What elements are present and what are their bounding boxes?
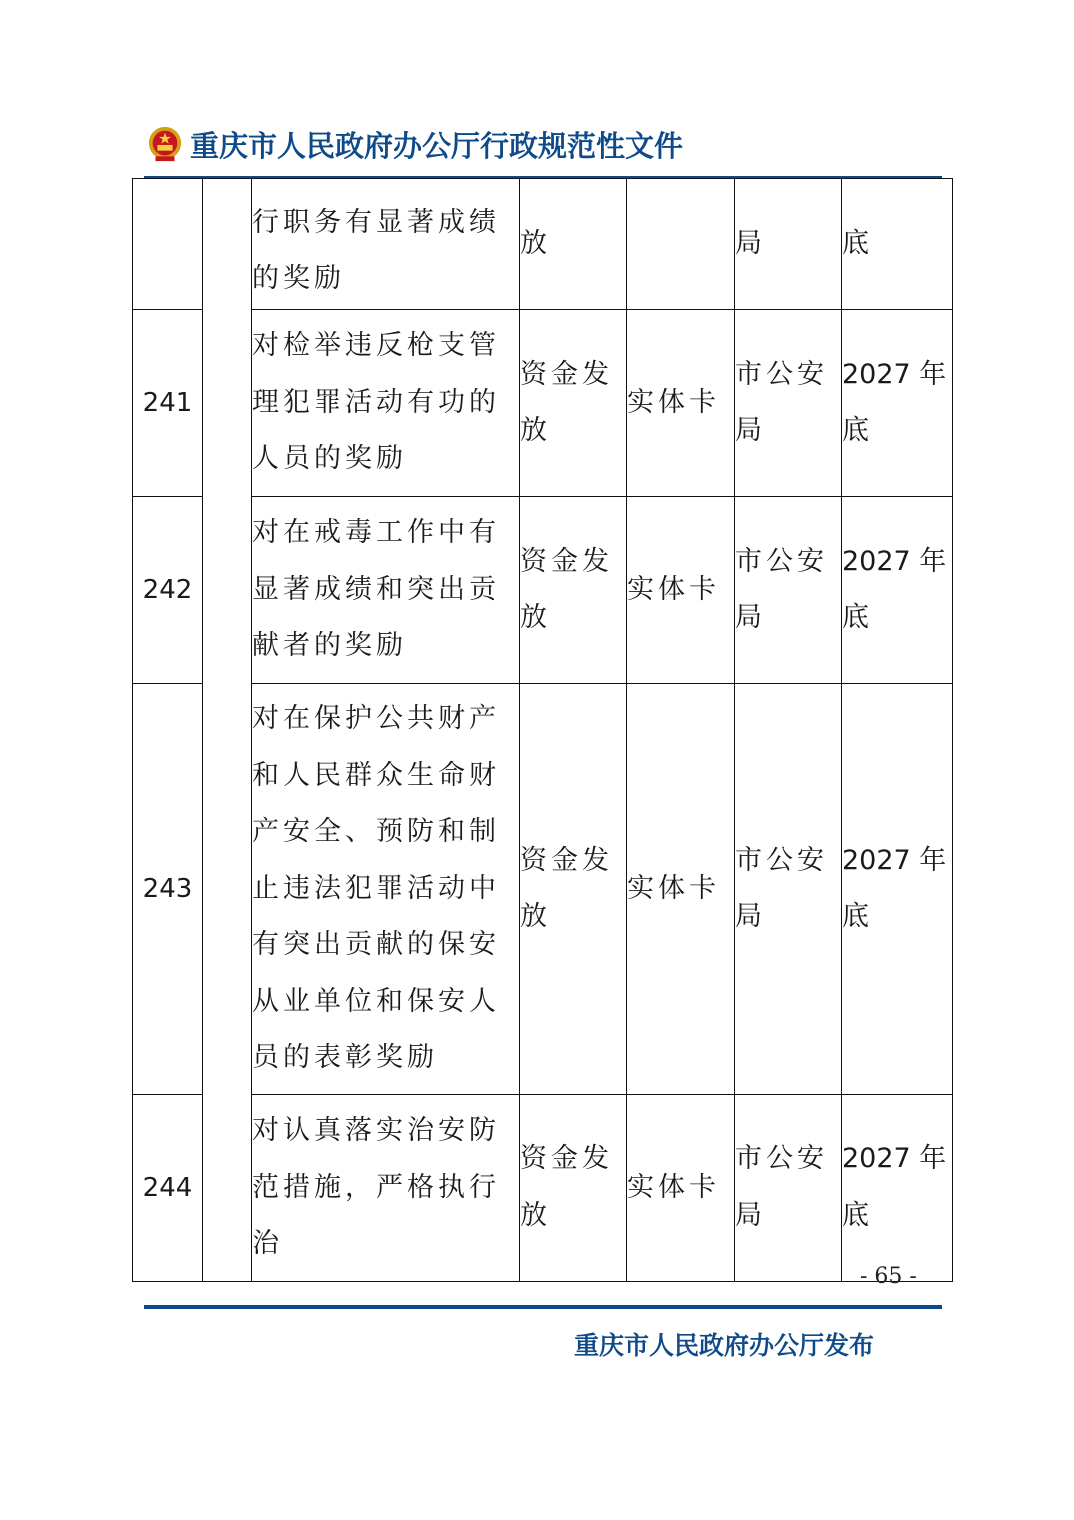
department: 市公安局 bbox=[735, 684, 842, 1095]
table-row bbox=[133, 684, 953, 1095]
deadline: 2027 年底 bbox=[842, 1095, 953, 1282]
item-name: 行职务有显著成绩的奖励 bbox=[252, 179, 520, 310]
deadline: 2027 年底 bbox=[842, 497, 953, 684]
row-number: 241 bbox=[133, 310, 203, 497]
carrier bbox=[627, 179, 735, 310]
deadline: 2027 年底 bbox=[842, 684, 953, 1095]
table-row bbox=[133, 1095, 953, 1282]
row-number bbox=[133, 179, 203, 310]
national-emblem-icon bbox=[146, 125, 184, 163]
table-row bbox=[133, 179, 953, 310]
document-header bbox=[146, 122, 683, 166]
deadline: 2027 年底 bbox=[842, 310, 953, 497]
item-name: 对认真落实治安防范措施，严格执行治 bbox=[252, 1095, 520, 1282]
carrier: 实体卡 bbox=[627, 497, 735, 684]
issue-method: 资金发放 bbox=[520, 497, 627, 684]
carrier: 实体卡 bbox=[627, 310, 735, 497]
deadline: 底 bbox=[842, 179, 953, 310]
item-name: 对在戒毒工作中有显著成绩和突出贡献者的奖励 bbox=[252, 497, 520, 684]
row-number: 244 bbox=[133, 1095, 203, 1282]
publisher-label: 重庆市人民政府办公厅发布 bbox=[574, 1331, 875, 1360]
row-number: 242 bbox=[133, 497, 203, 684]
department: 局 bbox=[735, 179, 842, 310]
issue-method: 资金发放 bbox=[520, 684, 627, 1095]
item-name: 对检举违反枪支管理犯罪活动有功的人员的奖励 bbox=[252, 310, 520, 497]
category-cell bbox=[203, 179, 252, 1282]
carrier: 实体卡 bbox=[627, 1095, 735, 1282]
department: 市公安局 bbox=[735, 1095, 842, 1282]
issue-method: 资金发放 bbox=[520, 310, 627, 497]
footer-divider bbox=[144, 1305, 942, 1309]
carrier: 实体卡 bbox=[627, 684, 735, 1095]
subsidy-table bbox=[132, 178, 953, 1282]
department: 市公安局 bbox=[735, 497, 842, 684]
department: 市公安局 bbox=[735, 310, 842, 497]
issue-method: 资金发放 bbox=[520, 1095, 627, 1282]
item-name: 对在保护公共财产和人民群众生命财产安全、预防和制止违法犯罪活动中有突出贡献的保安从业单位和保安人员的表彰奖励 bbox=[252, 684, 520, 1095]
page-number: - 65 - bbox=[860, 1264, 917, 1289]
table-row bbox=[133, 497, 953, 684]
issue-method: 放 bbox=[520, 179, 627, 310]
table-row bbox=[133, 310, 953, 497]
row-number: 243 bbox=[133, 684, 203, 1095]
header-title: 重庆市人民政府办公厅行政规范性文件 bbox=[190, 128, 684, 163]
